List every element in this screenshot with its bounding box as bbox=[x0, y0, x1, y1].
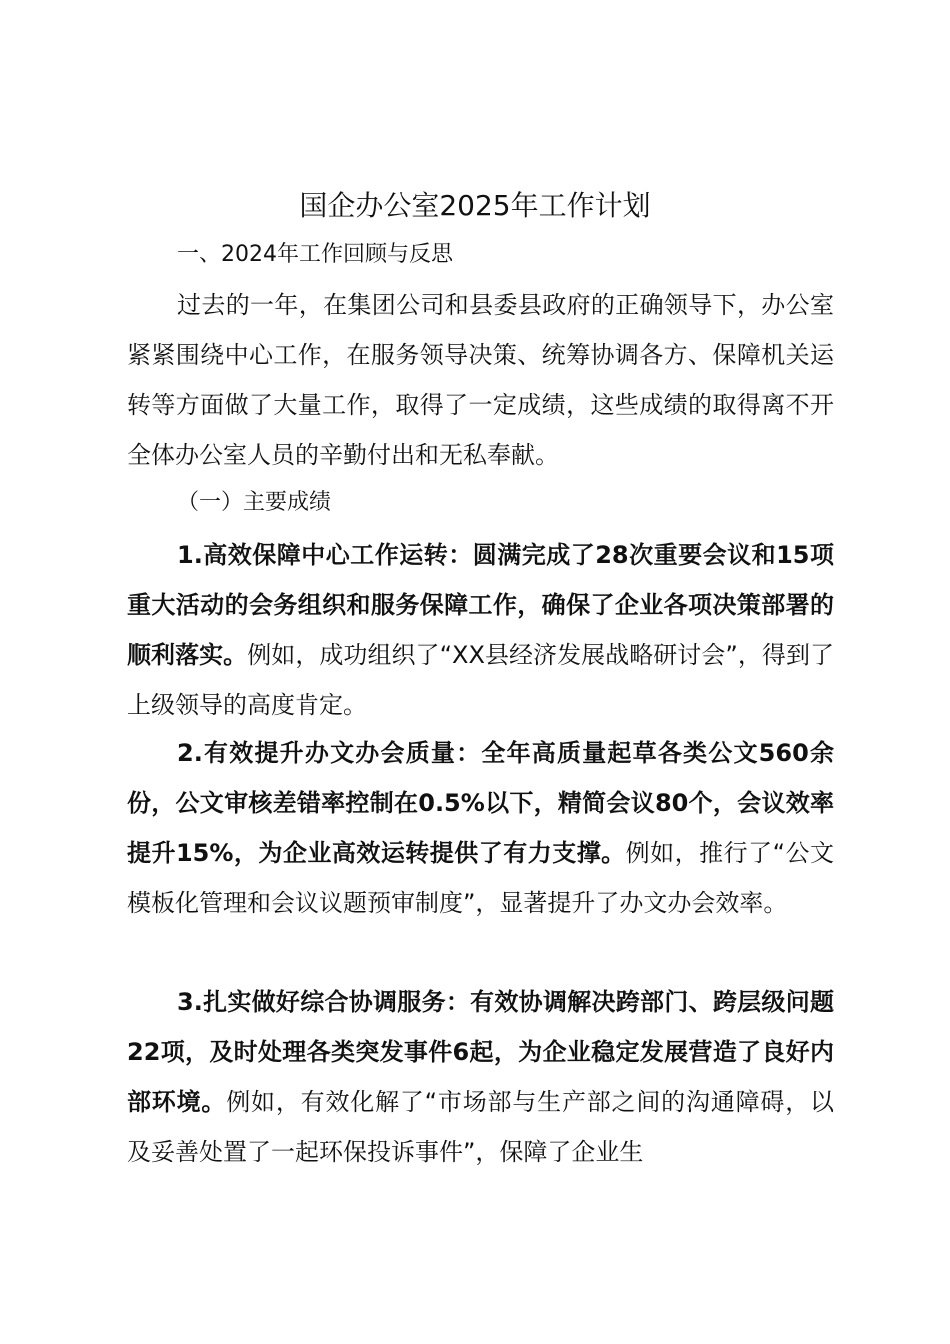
achievement-example-text: 例如，成功组织了“XX县经济发展战略研讨会”，得到了上级领导的高度肯定。 bbox=[127, 641, 835, 719]
achievement-paragraph-2 bbox=[127, 728, 834, 928]
achievement-bold-text: 2.有效提升办文办会质量：全年高质量起草各类公文560余份，公文审核差错率控制在0.5%以下，精简会议80个，会议效率提升15%，为企业高效运转提供了有力支撑。 bbox=[127, 739, 834, 867]
intro-paragraph: 过去的一年，在集团公司和县委县政府的正确领导下，办公室紧紧围绕中心工作，在服务领导决策、统筹协调各方、保障机关运转等方面做了大量工作，取得了一定成绩，这些成绩的取得离不开全体办公室人员的辛勤付出和无私奉献。 bbox=[127, 291, 834, 469]
achievement-paragraph-3 bbox=[127, 977, 834, 1177]
achievement-paragraph-1 bbox=[127, 530, 834, 730]
subsection-heading: （一）主要成绩 bbox=[177, 490, 332, 515]
achievement-example-text: 例如，推行了“公文模板化管理和会议议题预审制度”，显著提升了办文办会效率。 bbox=[127, 839, 834, 917]
section-heading: 一、2024年工作回顾与反思 bbox=[177, 242, 453, 267]
achievement-bold-text: 1.高效保障中心工作运转：圆满完成了28次重要会议和15项重大活动的会务组织和服务保障工作，确保了企业各项决策部署的顺利落实。 bbox=[127, 541, 834, 669]
achievement-example-text: 例如，有效化解了“市场部与生产部之间的沟通障碍，以及妥善处置了一起环保投诉事件”，保障了企业生 bbox=[127, 1088, 835, 1166]
document-title: 国企办公室2025年工作计划 bbox=[299, 189, 651, 222]
achievement-bold-text: 3.扎实做好综合协调服务：有效协调解决跨部门、跨层级问题22项，及时处理各类突发事件6起，为企业稳定发展营造了良好内部环境。 bbox=[127, 988, 834, 1116]
